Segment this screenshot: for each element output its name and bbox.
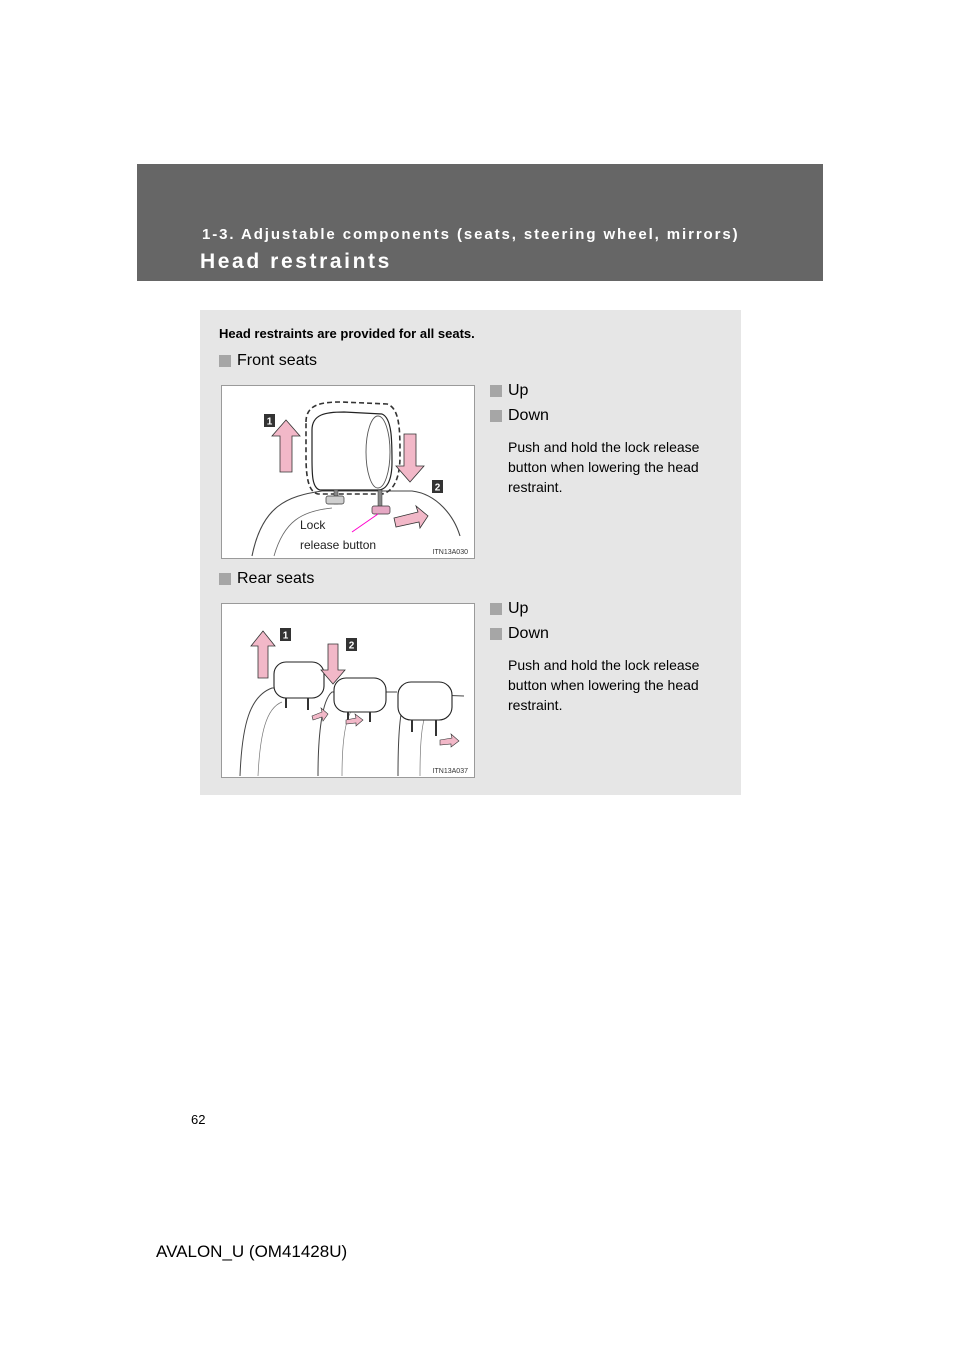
rear-step-up <box>490 600 528 618</box>
rear-seats-heading <box>219 570 314 588</box>
up-arrow-icon <box>251 631 275 678</box>
rear-headrest-left <box>274 662 324 698</box>
square-bullet-icon <box>490 410 502 422</box>
square-bullet-icon <box>490 628 502 640</box>
rear-headrest-right <box>398 682 452 720</box>
rear-step-down <box>490 625 549 643</box>
step-2-badge-number: 2 <box>348 640 355 652</box>
front-lowering-note: Push and hold the lock release button when lowering the head restraint. <box>508 439 700 495</box>
lock-release-button <box>372 506 390 514</box>
step-1-badge-number: 1 <box>282 630 289 642</box>
rear-seats-heading-text: Rear seats <box>237 570 315 587</box>
up-arrow-icon <box>272 420 300 472</box>
page-number: 62 <box>191 1112 206 1127</box>
rear-step-down-label: Down <box>508 625 549 642</box>
front-step-down-label: Down <box>508 407 549 424</box>
front-headrest-diagram <box>222 386 474 558</box>
push-arrow-icon <box>394 506 428 528</box>
lock-release-label-line2: release button <box>300 538 377 552</box>
intro-text: Head restraints are provided for all seats. <box>219 326 475 341</box>
down-arrow-icon <box>321 644 345 684</box>
lock-release-label-line1: Lock <box>300 518 326 532</box>
front-step-up-label: Up <box>508 382 529 399</box>
manual-model-code: AVALON_U (OM41428U) <box>156 1242 348 1261</box>
rear-headrest-diagram <box>222 604 474 777</box>
front-step-up <box>490 382 528 400</box>
square-bullet-icon <box>219 573 231 585</box>
step-1-badge-number: 1 <box>266 416 273 428</box>
step-2-badge-number: 2 <box>434 482 441 494</box>
headrest <box>312 412 392 490</box>
front-seats-heading-text: Front seats <box>237 352 318 369</box>
front-seats-heading <box>219 352 317 370</box>
square-bullet-icon <box>219 355 231 367</box>
square-bullet-icon <box>490 385 502 397</box>
rear-lowering-note: Push and hold the lock release button when lowering the head restraint. <box>508 657 700 713</box>
rear-step-up-label: Up <box>508 600 529 617</box>
callout-leader-line <box>352 514 378 532</box>
figure-code: ITN13A037 <box>432 768 468 775</box>
page-title: Head restraints <box>200 250 392 273</box>
chapter-header-bar <box>137 164 823 281</box>
rear-seat-illustration <box>221 603 475 778</box>
rear-headrest-center <box>334 678 386 712</box>
push-arrow-icon <box>312 708 328 721</box>
content-panel <box>200 310 741 795</box>
front-step-down <box>490 407 549 425</box>
section-label: 1-3. Adjustable components (seats, steering wheel, mirrors) <box>202 226 740 243</box>
square-bullet-icon <box>490 603 502 615</box>
front-seat-illustration <box>221 385 475 559</box>
push-arrow-icon <box>440 734 459 747</box>
figure-code: ITN13A030 <box>432 549 468 556</box>
down-arrow-icon <box>396 434 424 482</box>
